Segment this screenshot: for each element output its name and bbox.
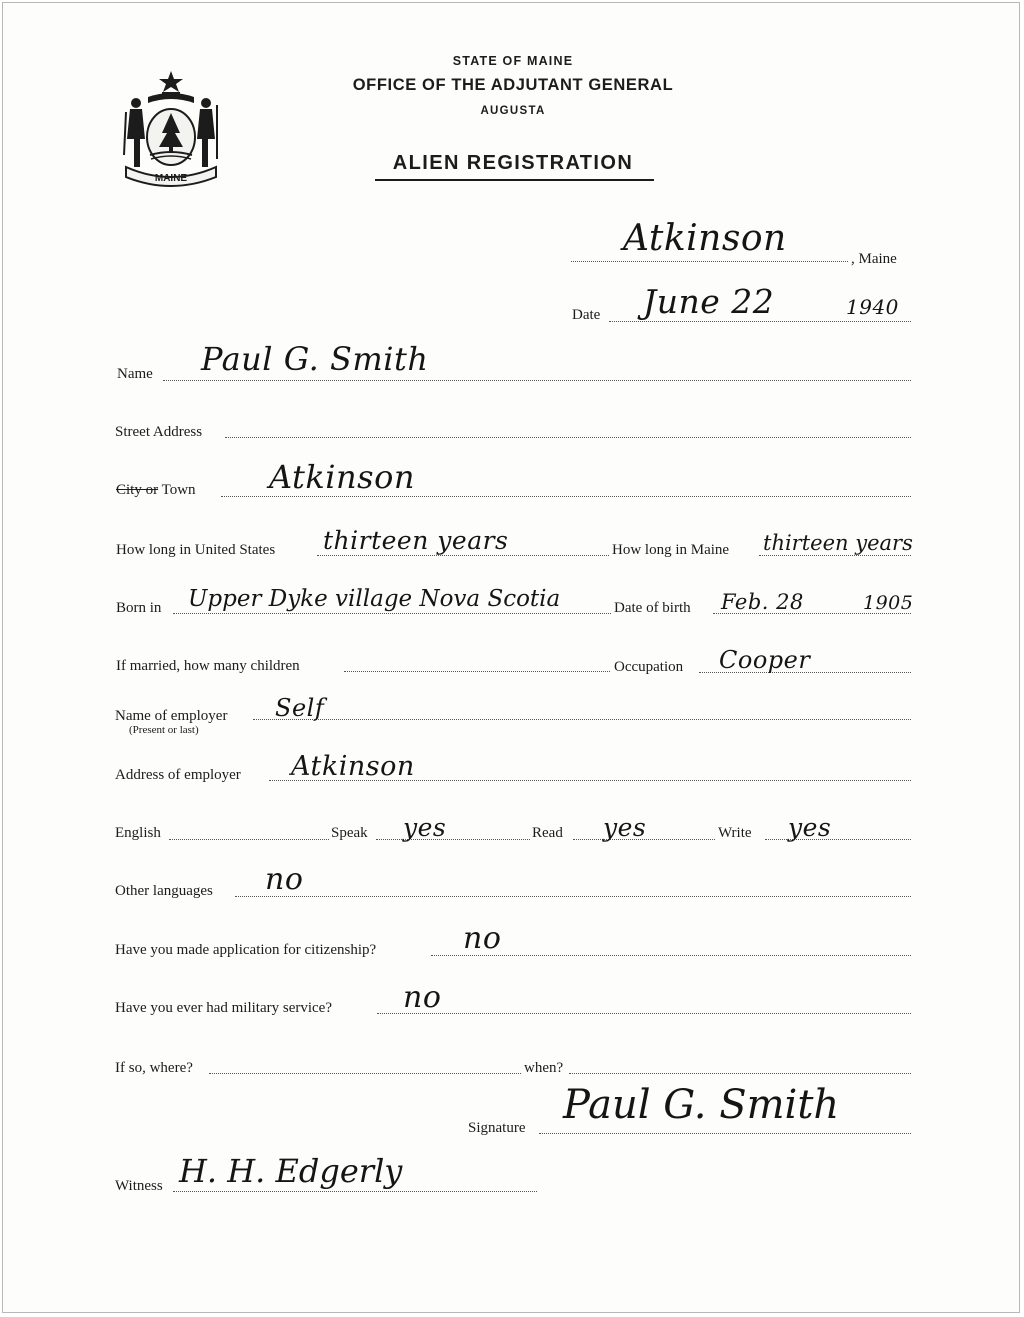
- name-value[interactable]: Paul G. Smith: [201, 340, 429, 378]
- write-label: Write: [718, 825, 752, 841]
- read-value[interactable]: yes: [603, 813, 647, 842]
- military-service-label: Have you ever had military service?: [115, 1000, 332, 1016]
- read-label: Read: [532, 825, 563, 841]
- citizenship-line: [431, 955, 911, 956]
- witness-value[interactable]: H. H. Edgerly: [179, 1152, 403, 1190]
- how-long-maine-line: [759, 555, 911, 556]
- how-long-maine-value[interactable]: thirteen years: [763, 531, 913, 555]
- witness-line: [173, 1191, 537, 1192]
- town-label: Town: [161, 482, 196, 498]
- city-town-value[interactable]: Atkinson: [269, 458, 415, 496]
- street-address-line: [225, 437, 911, 438]
- other-languages-line: [235, 896, 911, 897]
- military-service-value[interactable]: no: [403, 980, 442, 1015]
- how-long-us-value[interactable]: thirteen years: [323, 526, 509, 555]
- write-line: [765, 839, 911, 840]
- speak-label: Speak: [331, 825, 368, 841]
- date-label: Date: [572, 307, 601, 323]
- other-languages-label: Other languages: [115, 883, 213, 899]
- speak-value[interactable]: yes: [403, 813, 447, 842]
- city-label-struck: City or: [116, 482, 159, 498]
- signature-label: Signature: [468, 1120, 526, 1136]
- write-value[interactable]: yes: [788, 813, 832, 842]
- how-long-maine-label: How long in Maine: [612, 542, 730, 558]
- how-long-us-line: [317, 555, 609, 556]
- town-value[interactable]: Atkinson: [623, 218, 787, 259]
- how-long-us-label: How long in United States: [116, 542, 276, 558]
- citizenship-value[interactable]: no: [463, 921, 502, 956]
- born-in-line: [173, 613, 611, 614]
- citizenship-label: Have you made application for citizenship?: [115, 942, 377, 958]
- employer-label: Name of employer: [115, 708, 228, 724]
- town-line: [571, 261, 848, 262]
- witness-label: Witness: [115, 1178, 163, 1194]
- seal-text: MAINE: [154, 173, 188, 184]
- name-label: Name: [117, 366, 153, 382]
- english-line: [169, 839, 329, 840]
- employer-address-label: Address of employer: [115, 767, 241, 783]
- speak-line: [376, 839, 530, 840]
- name-line: [163, 380, 911, 381]
- when-label: when?: [524, 1060, 564, 1076]
- occupation-value[interactable]: Cooper: [719, 646, 811, 674]
- military-service-line: [377, 1013, 911, 1014]
- children-label: If married, how many children: [116, 658, 300, 674]
- date-year-value[interactable]: 1940: [846, 295, 899, 319]
- english-label: English: [115, 825, 161, 841]
- where-line: [209, 1073, 521, 1074]
- date-line: [609, 321, 911, 322]
- employer-sublabel: (Present or last): [129, 724, 199, 736]
- when-line: [569, 1073, 911, 1074]
- children-line: [344, 671, 610, 672]
- other-languages-value[interactable]: no: [265, 862, 304, 897]
- header-state: STATE OF MAINE: [452, 54, 574, 68]
- header-city: AUGUSTA: [480, 105, 546, 117]
- maine-label: , Maine: [851, 251, 897, 267]
- signature-line: [539, 1133, 911, 1134]
- where-label: If so, where?: [115, 1060, 193, 1076]
- form-title: ALIEN REGISTRATION: [392, 152, 634, 174]
- occupation-label: Occupation: [614, 659, 684, 675]
- employer-value[interactable]: Self: [275, 694, 325, 722]
- title-underline: [375, 179, 654, 181]
- date-value[interactable]: June 22: [643, 282, 775, 321]
- date-of-birth-label: Date of birth: [614, 600, 691, 616]
- signature-value[interactable]: Paul G. Smith: [563, 1082, 840, 1128]
- date-of-birth-value[interactable]: Feb. 28: [721, 590, 804, 614]
- maine-state-seal-icon: [118, 67, 224, 189]
- header-office: OFFICE OF THE ADJUTANT GENERAL: [352, 76, 674, 94]
- born-in-value[interactable]: Upper Dyke village Nova Scotia: [188, 586, 561, 612]
- birth-year-value[interactable]: 1905: [863, 592, 914, 614]
- employer-line: [253, 719, 911, 720]
- registration-form: [2, 2, 1020, 1313]
- street-address-label: Street Address: [115, 424, 203, 440]
- born-in-label: Born in: [116, 600, 162, 616]
- city-town-line: [221, 496, 911, 497]
- employer-address-value[interactable]: Atkinson: [291, 751, 415, 782]
